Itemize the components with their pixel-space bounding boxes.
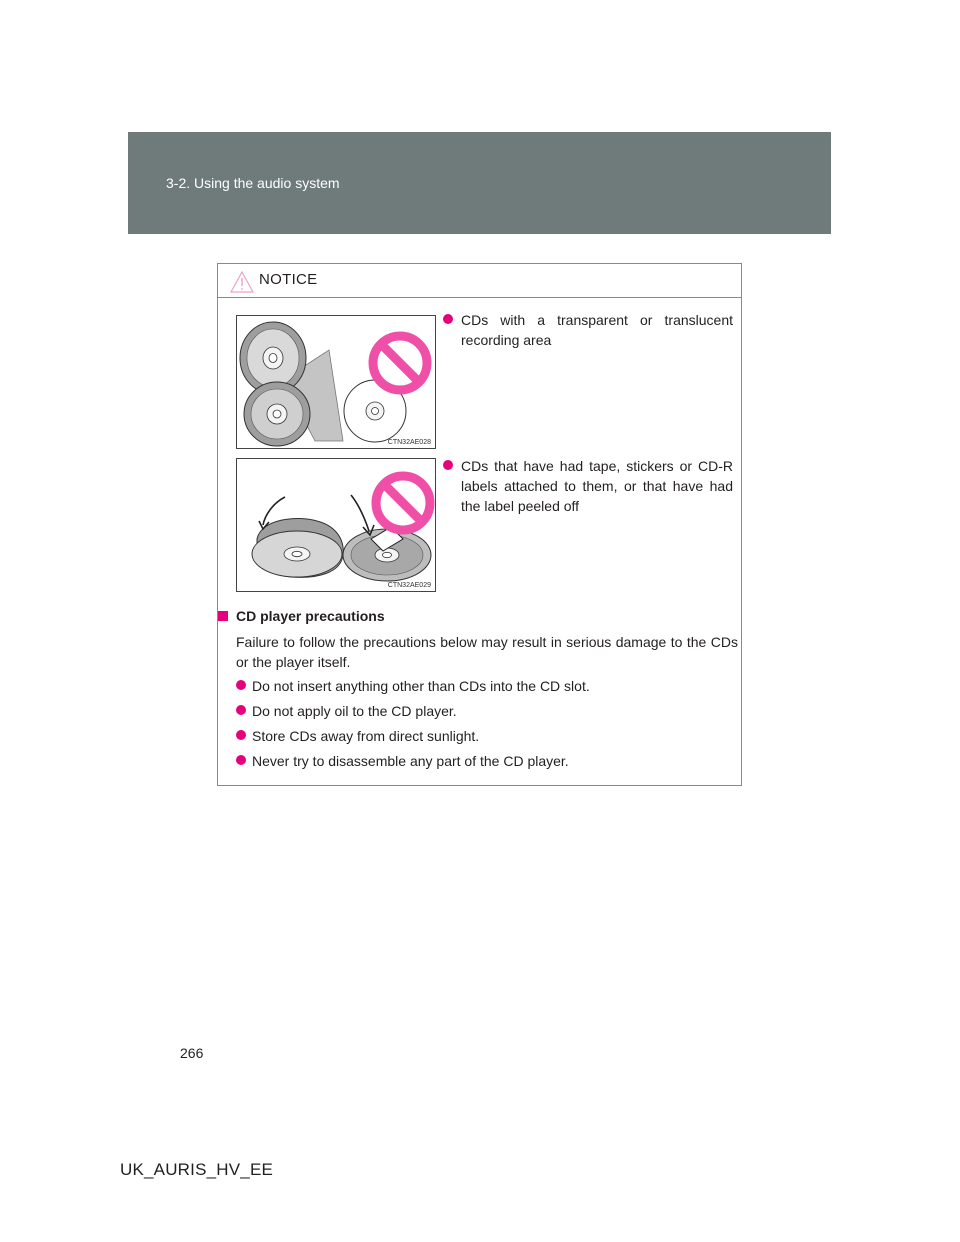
bullet-dot-icon (236, 680, 246, 690)
precaution-paragraph: Failure to follow the precautions below may result in serious damage to the CDs or the player itself. (236, 634, 738, 670)
section-title: 3-2. Using the audio system (166, 175, 340, 191)
section-heading (218, 608, 385, 624)
warning-triangle-icon (230, 271, 254, 293)
image-code: CTN32AE029 (387, 582, 431, 589)
illustration-transparent-cd (236, 315, 436, 449)
bullet-dot-icon (236, 730, 246, 740)
labelled-cd-drawing (237, 459, 435, 591)
illustration-labelled-cd (236, 458, 436, 592)
notice-bullet-text: CDs that have had tape, stickers or CD-R labels attached to them, or that have had the label peeled off (461, 458, 733, 514)
notice-bullet-1 (443, 310, 733, 350)
precaution-text: Store CDs away from direct sunlight. (252, 728, 480, 744)
precaution-item (236, 751, 569, 771)
precaution-item (236, 726, 479, 746)
document-code: UK_AURIS_HV_EE (120, 1160, 274, 1179)
precaution-text: Never try to disassemble any part of the CD player. (252, 753, 569, 769)
notice-label: NOTICE (259, 271, 318, 288)
bullet-dot-icon (236, 705, 246, 715)
notice-box (217, 263, 742, 786)
transparent-cd-drawing (237, 316, 435, 448)
precaution-item (236, 701, 457, 721)
precaution-text: Do not insert anything other than CDs into the CD slot. (252, 678, 590, 694)
square-bullet-icon (218, 611, 228, 621)
image-code: CTN32AE028 (387, 439, 431, 446)
header-bar (128, 132, 831, 234)
bullet-dot-icon (236, 755, 246, 765)
section-heading-text: CD player precautions (236, 608, 385, 624)
precaution-item (236, 676, 590, 696)
notice-header (218, 264, 741, 298)
precaution-text: Do not apply oil to the CD player. (252, 703, 457, 719)
page-number: 266 (180, 1045, 204, 1061)
notice-bullet-2 (443, 456, 733, 516)
notice-bullet-text: CDs with a transparent or translucent recording area (461, 312, 733, 348)
bullet-dot-icon (443, 460, 453, 470)
bullet-dot-icon (443, 314, 453, 324)
